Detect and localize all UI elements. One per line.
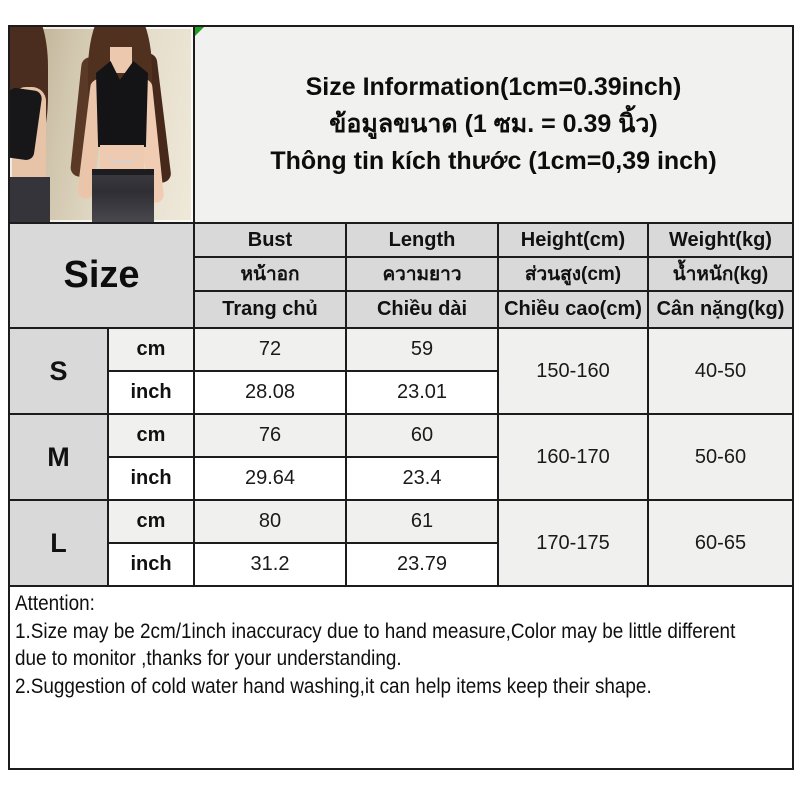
row-s-label: S bbox=[10, 329, 107, 413]
photo-model-jeans bbox=[92, 169, 154, 222]
row-l-unit-cm: cm bbox=[109, 501, 193, 542]
photo-waist-chain bbox=[106, 147, 138, 163]
row-s-height: 150-160 bbox=[499, 329, 647, 413]
row-m-weight: 50-60 bbox=[649, 415, 792, 499]
attention-line-3: 2.Suggestion of cold water hand washing,it can help items keep their shape. bbox=[15, 674, 652, 698]
header-size: Size bbox=[10, 224, 193, 327]
row-l-length-inch: 23.79 bbox=[347, 544, 497, 585]
row-l-length-cm: 61 bbox=[347, 501, 497, 542]
row-m-length-inch: 23.4 bbox=[347, 458, 497, 499]
photo-left-model-jeans bbox=[10, 177, 50, 222]
row-s-unit-inch: inch bbox=[109, 372, 193, 413]
photo-jeans-belt bbox=[92, 169, 154, 175]
product-photo bbox=[10, 27, 193, 222]
row-m-length-cm: 60 bbox=[347, 415, 497, 456]
size-chart-sheet bbox=[8, 25, 794, 770]
row-s-unit-cm: cm bbox=[109, 329, 193, 370]
header-length-th: ความยาว bbox=[347, 258, 497, 290]
row-m-height: 160-170 bbox=[499, 415, 647, 499]
row-s-weight: 40-50 bbox=[649, 329, 792, 413]
title-en: Size Information(1cm=0.39inch) bbox=[305, 73, 682, 101]
header-bust-th: หน้าอก bbox=[195, 258, 345, 290]
header-length-vi: Chiều dài bbox=[347, 292, 497, 327]
green-corner-marker-icon bbox=[195, 27, 204, 36]
row-l-unit-inch: inch bbox=[109, 544, 193, 585]
row-s-bust-inch: 28.08 bbox=[195, 372, 345, 413]
title-th: ข้อมูลขนาด (1 ซม. = 0.39 นิ้ว) bbox=[329, 110, 658, 138]
header-bust-vi: Trang chủ bbox=[195, 292, 345, 327]
row-m-bust-cm: 76 bbox=[195, 415, 345, 456]
header-bust-en: Bust bbox=[195, 224, 345, 256]
title-vi: Thông tin kích thước (1cm=0,39 inch) bbox=[270, 147, 717, 175]
row-s-length-inch: 23.01 bbox=[347, 372, 497, 413]
header-length-en: Length bbox=[347, 224, 497, 256]
row-l-height: 170-175 bbox=[499, 501, 647, 585]
row-s-length-cm: 59 bbox=[347, 329, 497, 370]
title-block bbox=[195, 27, 792, 222]
row-l-label: L bbox=[10, 501, 107, 585]
row-m-unit-inch: inch bbox=[109, 458, 193, 499]
header-height-vi: Chiều cao(cm) bbox=[499, 292, 647, 327]
header-weight-th: น้ำหนัก(kg) bbox=[649, 258, 792, 290]
row-s-bust-cm: 72 bbox=[195, 329, 345, 370]
row-l-bust-inch: 31.2 bbox=[195, 544, 345, 585]
attention-heading: Attention: bbox=[15, 592, 95, 615]
header-weight-vi: Cân nặng(kg) bbox=[649, 292, 792, 327]
header-height-en: Height(cm) bbox=[499, 224, 647, 256]
row-m-bust-inch: 29.64 bbox=[195, 458, 345, 499]
row-l-weight: 60-65 bbox=[649, 501, 792, 585]
attention-line-2: due to monitor ,thanks for your understanding. bbox=[15, 647, 402, 670]
attention-note bbox=[10, 587, 792, 768]
header-height-th: ส่วนสูง(cm) bbox=[499, 258, 647, 290]
row-l-bust-cm: 80 bbox=[195, 501, 345, 542]
row-m-label: M bbox=[10, 415, 107, 499]
header-weight-en: Weight(kg) bbox=[649, 224, 792, 256]
row-m-unit-cm: cm bbox=[109, 415, 193, 456]
attention-line-1: 1.Size may be 2cm/1inch inaccuracy due to hand measure,Color may be little different bbox=[15, 619, 736, 643]
